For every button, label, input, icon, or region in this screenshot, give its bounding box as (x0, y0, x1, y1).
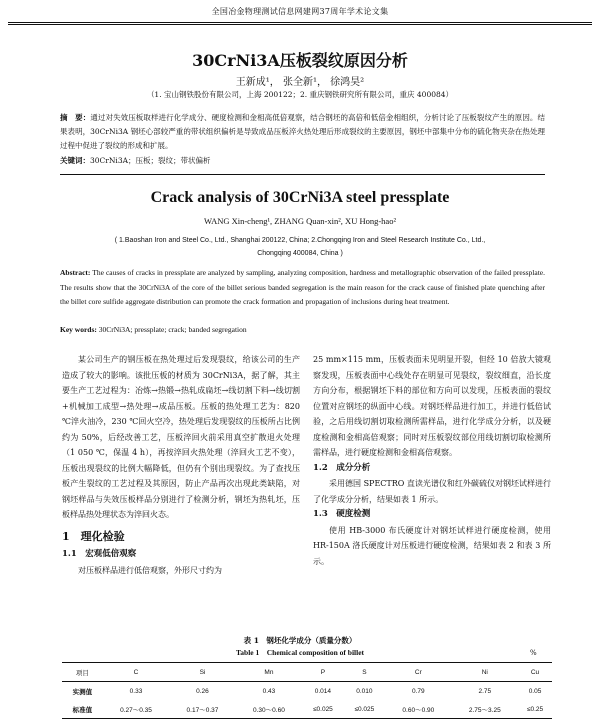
table-header-cell: Mn (236, 663, 302, 682)
table-header-cell: C (103, 663, 169, 682)
table-cell: 0.43 (262, 687, 276, 695)
chinese-abstract-label: 摘 要： (60, 113, 91, 122)
chinese-authors: 王新成¹， 张全新¹， 徐鸿昊² (235, 77, 365, 88)
table-1-caption-cn: 表 1 钢坯化学成分（质量分数） (243, 636, 357, 645)
table-1-caption-en: Table 1 Chemical composition of billet (235, 648, 365, 657)
body-left-column (62, 352, 300, 578)
section-1-1-paragraph-end: 25 mm×115 mm，压板表面未见明显开裂，但经 10 倍放大镜观察发现，压板表面中心线处存在明显可见裂纹，裂纹细直，沿长度方向分布，根据钢坯下料的部位和方向可以发现，压板表面的裂纹位置对应钢坯的纵面中心线。对钢坯样品进行加工，并进行低倍试验，之后用线切割切取检测所需样品，进行化学成分分析，以及硬度检测和金相高倍观察；同时对压板裂纹部位用线切割切取检测所需样品，进行硬度检测和金相高倍观察。 (313, 355, 551, 457)
intro-paragraph: 某公司生产的钢压板在热处理过后发现裂纹，给该公司的生产造成了较大的影响。该批压板的材质为 30CrNi3A，据了解，其主要生产工艺过程为：冶炼→热锻→热轧成扁坯→线切割下料→线切割+机械加工成型→热处理→成品压板。压板的热处理工艺为：820 ℃淬火油冷，230 ℃回火空冷，热处理后发现裂纹的压板所占比例约为 50%，后经改善工艺，压板淬回火前采用真空扩散退火处理（1 050 ℃，保温 4 h），再按淬回火热处理（淬回火工艺不变），压板出现裂纹的比例大幅降低，但仍有个别出现裂纹。为了查找压板产生裂纹的工艺过程及其原因，防止产品再次出现此类缺陷，对钢坯样品与失效压板样品分别进行了检测分析，钢坯为热轧坯，压板样品热处理状态为淬回火态。 (62, 355, 300, 519)
chinese-affiliation: （1. 宝山钢铁股份有限公司，上海 200122；2. 重庆钢铁研究所有限公司，重庆 400084） (146, 90, 454, 99)
table-cell: 0.014 (314, 687, 332, 695)
table-cell: 0.30～0.60 (236, 700, 302, 719)
english-keywords-text: 30CrNi3A; pressplate; crack; banded segregation (98, 325, 247, 334)
section-1-2-heading: 1.2 成分分析 (313, 462, 371, 473)
section-1-heading: 1 理化检验 (62, 529, 125, 543)
table-header-cell: S (344, 663, 385, 682)
chinese-keywords (60, 155, 545, 166)
table-cell: 0.27～0.35 (103, 700, 169, 719)
table-header-cell: Cu (518, 663, 552, 682)
table-cell: 0.79 (412, 687, 425, 695)
table-cell: 2.75～3.25 (452, 700, 518, 719)
table-cell: 2.75 (478, 687, 492, 695)
table-cell: 0.010 (356, 687, 373, 695)
section-1-3-heading: 1.3 硬度检测 (313, 509, 371, 519)
table-header-cell: Si (169, 663, 235, 682)
table-cell: ≤0.025 (344, 700, 385, 719)
english-affiliation-line2: Chongqing 400084, China ) (257, 250, 343, 257)
english-affiliation-line1: ( 1.Baoshan Iron and Steel Co., Ltd., Shanghai 200122, China; 2.Chongqing Iron and Steel Research Institute Co., Ltd., (114, 237, 486, 244)
table-header-row (62, 663, 552, 682)
table-cell: 0.05 (528, 687, 542, 695)
header-rule (8, 22, 592, 23)
table-cell: 0.60～0.90 (385, 700, 451, 719)
chinese-abstract-text: 通过对失效压板取样进行化学成分、硬度检测和金相高低倍观察，结合钢坯的高倍和低倍金相组织，分析讨论了压板裂纹产生的原因。结果表明，30CrNi3A 钢坯心部较严重的带状组织偏析是导致成品压板淬火热处理后形成裂纹的主要原因，钢坯中部集中分布的硫化物夹杂在热处理过程中促进了裂纹的形成和扩展。 (60, 113, 546, 150)
table-row-measured (62, 682, 552, 701)
chinese-abstract (60, 111, 545, 153)
chinese-keywords-text: 30CrNi3A；压板；裂纹；带状偏析 (90, 156, 211, 165)
english-abstract (60, 266, 545, 310)
english-abstract-label: Abstract: (60, 268, 91, 277)
body-right-column (313, 352, 551, 569)
chinese-keywords-label: 关键词： (60, 156, 90, 165)
table-header-cell: Cr (385, 663, 451, 682)
english-title: Crack analysis of 30CrNi3A steel pressplate (150, 189, 450, 206)
table-cell: 0.33 (129, 687, 143, 695)
english-abstract-text: The causes of cracks in pressplate are analyzed by sampling, analyzing composition, hardness and metallographic observation of the failed pressplate. The results show that the 30CrNi3A of the core of the billet serious banded segregation is the main reason for the crack cause of finished plate quenching after the billet core sulfide aggregate distribution can promote the crack formation and propagation of inclusions during heat treatment. (60, 268, 545, 306)
table-1-unit: % (530, 649, 537, 657)
table-cell: 0.26 (196, 687, 209, 695)
table-cell: 标准值 (62, 700, 103, 719)
header-rule-thin (8, 24, 592, 25)
english-keywords (60, 325, 545, 334)
table-header-cell: 项目 (62, 663, 103, 682)
running-header: 全国冶金物理测试信息网建网37周年学术论文集 (211, 7, 389, 16)
section-1-3-paragraph: 使用 HB-3000 布氏硬度计对钢坯试样进行硬度检测，使用 HR-150A 洛氏硬度计对压板进行硬度检测，结果如表 2 和表 3 所示。 (313, 525, 551, 566)
english-authors: WANG Xin-cheng¹, ZHANG Quan-xin², XU Hong-hao² (203, 216, 396, 226)
table-row-standard (62, 700, 552, 719)
table-cell: ≤0.025 (302, 700, 343, 719)
chinese-title: 30CrNi3A压板裂纹原因分析 (192, 51, 408, 70)
table-header-cell: P (302, 663, 343, 682)
table-cell: 实测值 (72, 688, 93, 696)
english-affiliation (30, 234, 570, 260)
english-keywords-label: Key words: (60, 325, 97, 334)
section-1-2-paragraph: 采用德国 SPECTRO 直读光谱仪和红外碳硫仪对钢坯试样进行了化学成分分析，结果如表 1 所示。 (313, 479, 551, 504)
table-cell: ≤0.25 (518, 700, 552, 719)
section-1-1-paragraph-start: 对压板样品进行低倍观察，外形尺寸约为 (78, 565, 222, 575)
table-cell: 0.17～0.37 (169, 700, 235, 719)
chemical-composition-table (62, 662, 552, 719)
section-1-1-heading: 1.1 宏观低倍观察 (62, 549, 137, 559)
table-header-cell: Ni (452, 663, 518, 682)
abstract-divider (60, 174, 545, 175)
